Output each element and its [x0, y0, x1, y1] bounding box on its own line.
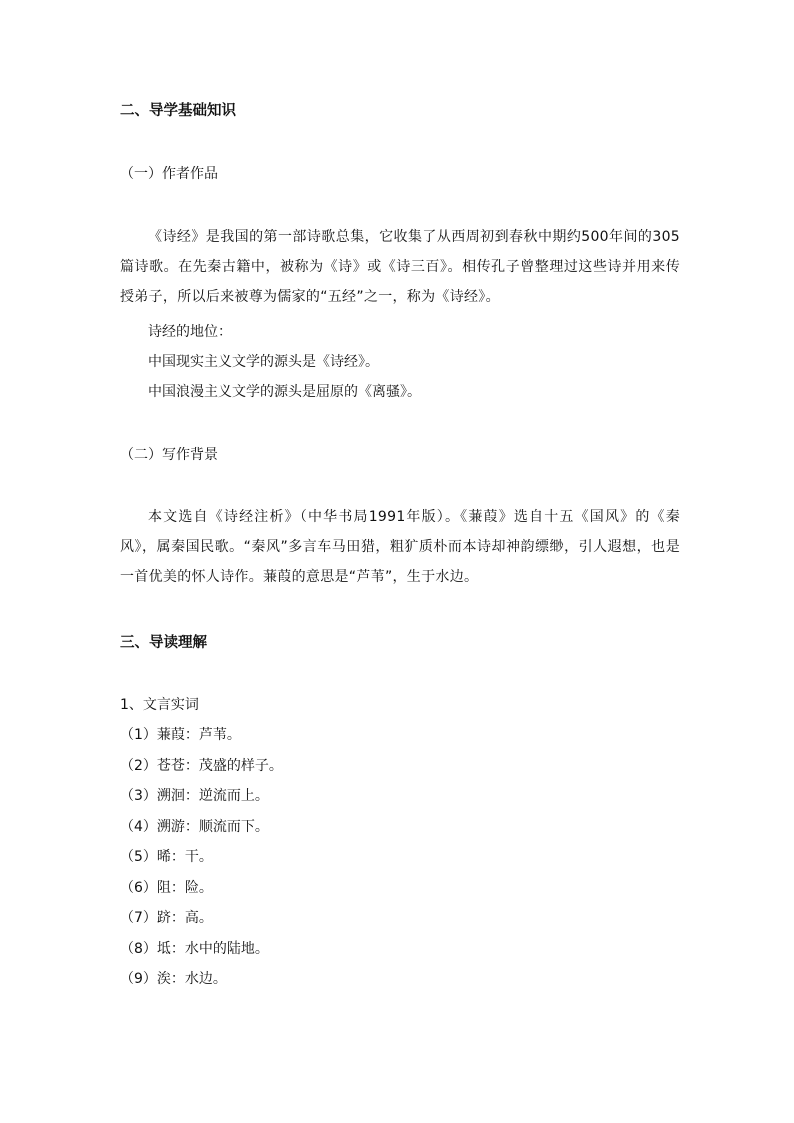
list-item: （9）涘：水边。 [120, 971, 227, 987]
section-heading-basic-knowledge: 二、导学基础知识 [120, 103, 236, 119]
list-item: （8）坻：水中的陆地。 [120, 940, 269, 957]
list-item: （2）苍苍：茂盛的样子。 [120, 757, 283, 774]
section-heading-reading: 三、导读理解 [120, 635, 207, 651]
list-item: （7）跻：高。 [120, 910, 213, 926]
paragraph-author-works: 《诗经》是我国的第一部诗歌总集，它收集了从西周初到春秋中期约500年间的305篇诗歌。在先秦古籍中，被称为《诗》或《诗三百》。相传孔子曾整理过这些诗并用来传授弟子，所以后来被尊为儒家的“五经”之一，称为《诗经》。 [120, 229, 680, 305]
subsection-heading-author-works: （一）作者作品 [120, 166, 218, 182]
status-label: 诗经的地位： [148, 324, 232, 340]
list-item: （5）晞：干。 [120, 849, 213, 865]
list-item: （3）溯洄：逆流而上。 [120, 788, 269, 804]
list-item: （4）溯游：顺流而下。 [120, 818, 269, 835]
paragraph-background: 本文选自《诗经注析》（中华书局1991年版）。《蒹葭》选自十五《国风》的《秦风》，属秦国民歌。“秦风”多言车马田猎，粗犷质朴而本诗却神韵缥缈，引人遐想，也是一首优美的怀人诗作。蒹葭的意思是“芦苇”，生于水边。 [120, 509, 680, 585]
subsection-heading-background: （二）写作背景 [120, 447, 218, 463]
list-item: （1）蒹葭：芦苇。 [120, 727, 241, 743]
vocabulary-list [120, 725, 283, 1000]
subsection-heading-vocabulary: 1、文言实词 [120, 697, 199, 713]
list-item: （6）阻：险。 [120, 879, 213, 896]
romanticism-source-line: 中国浪漫主义文学的源头是屈原的《离骚》。 [148, 384, 421, 400]
realism-source-line: 中国现实主义文学的源头是《诗经》。 [148, 354, 379, 370]
